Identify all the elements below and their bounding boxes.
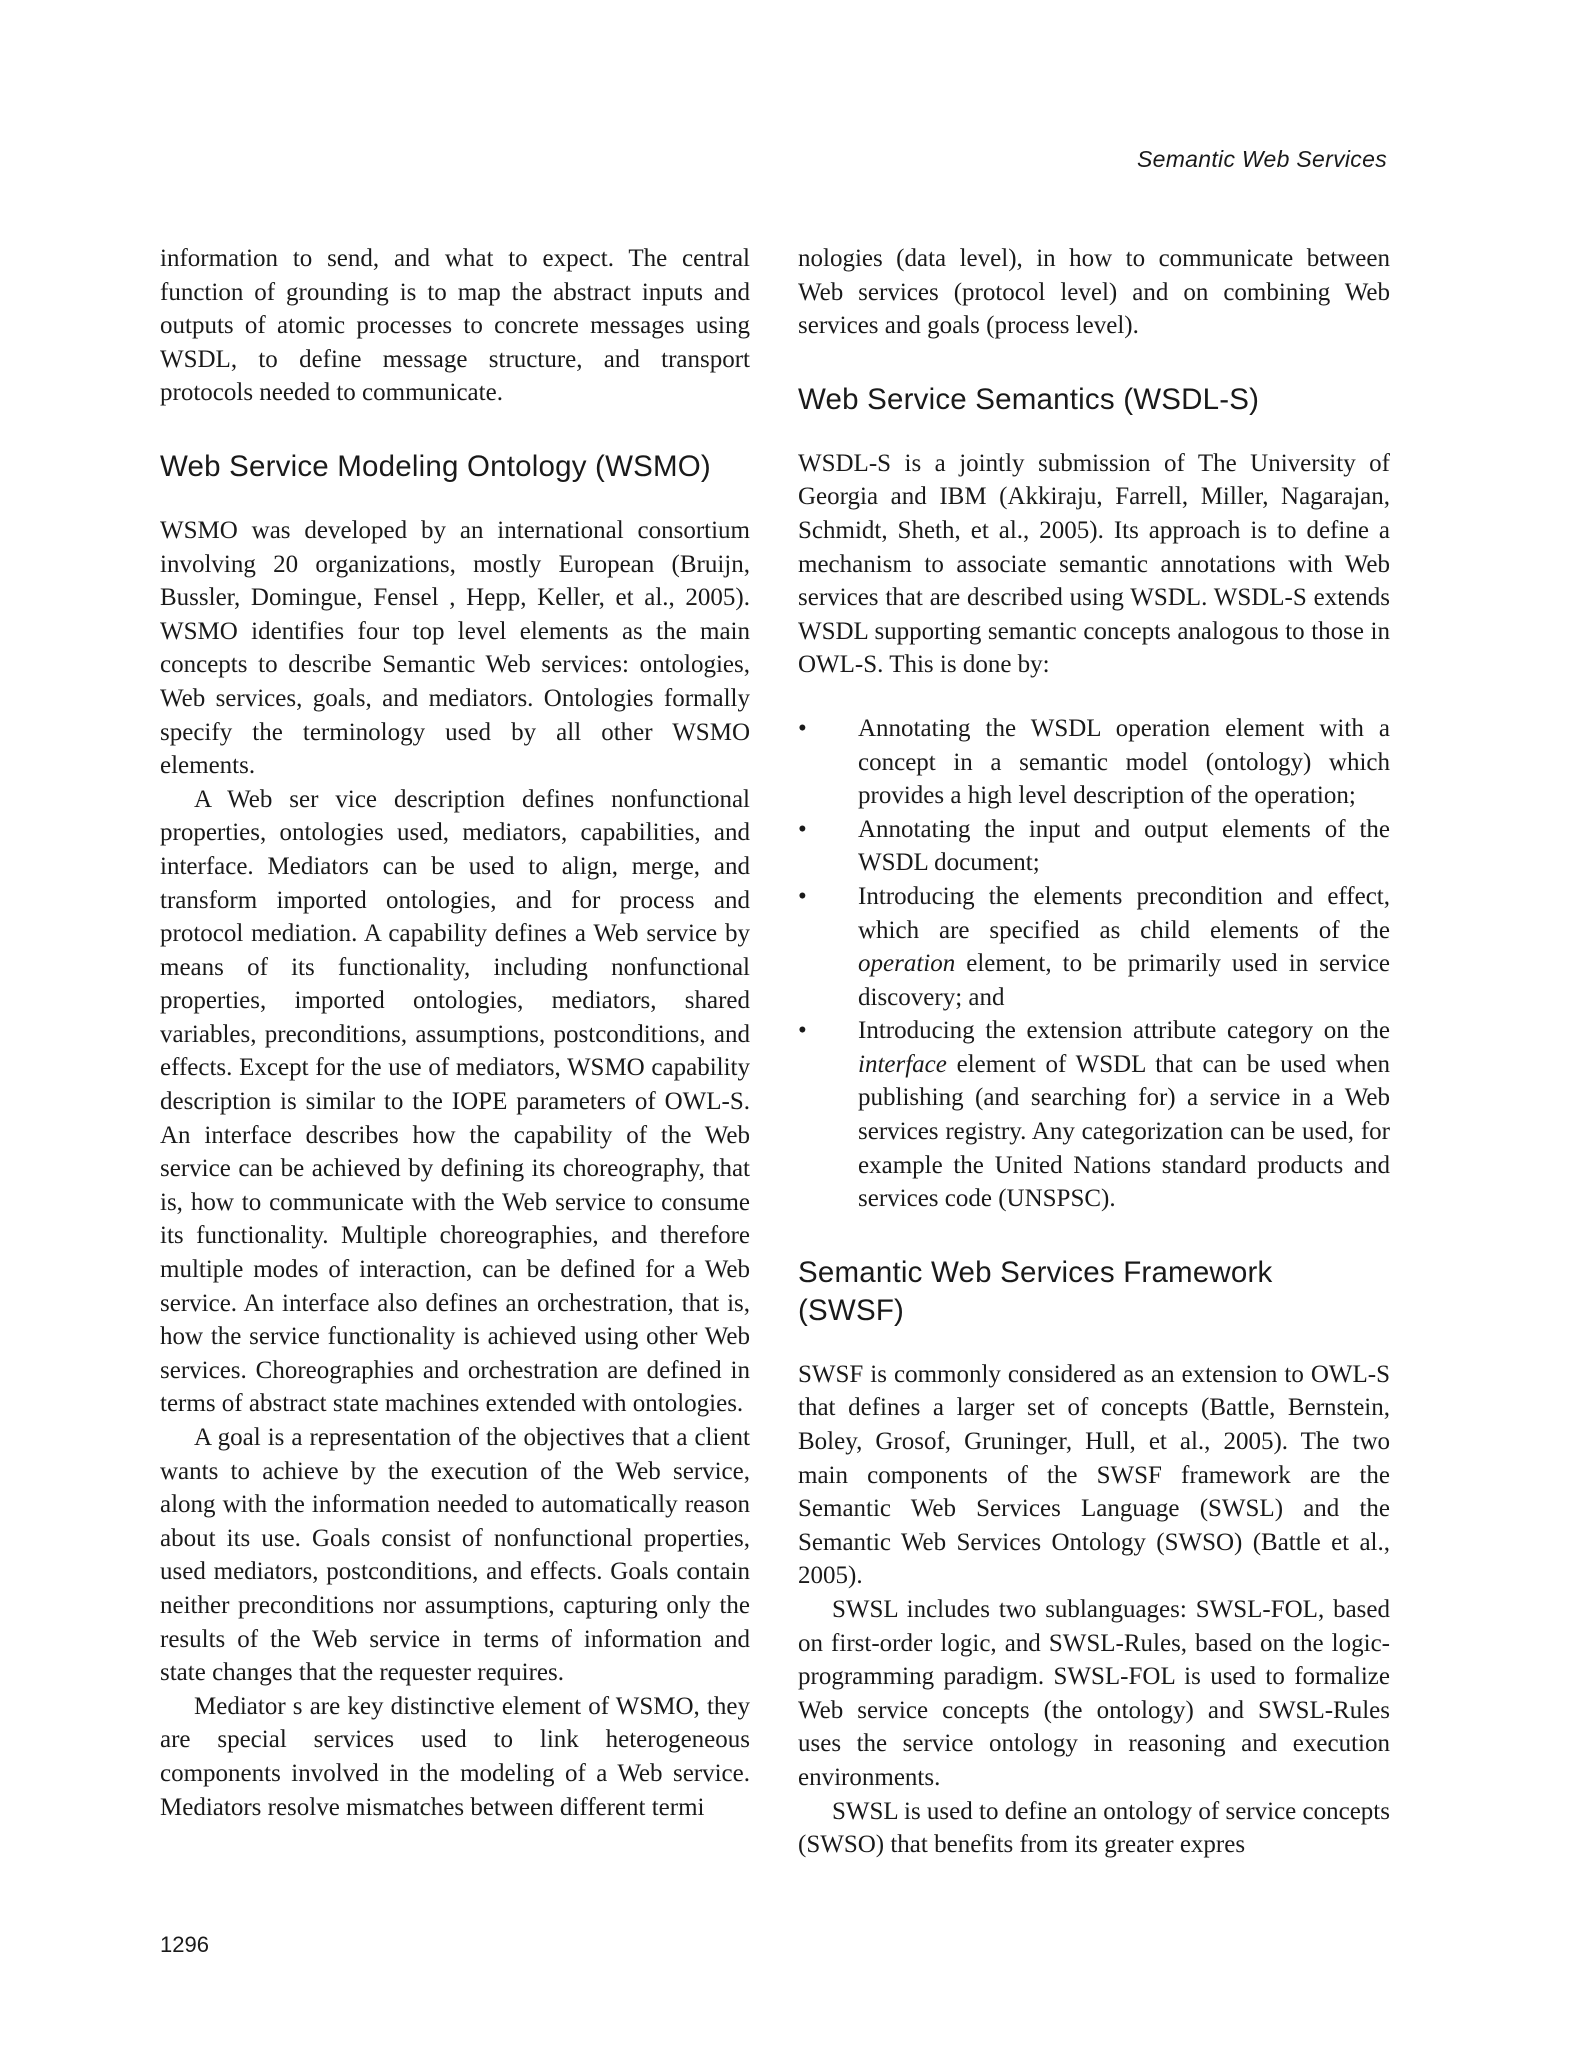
bullet-icon: • [798,882,807,910]
wsdls-paragraph-1: WSDL-S is a jointly submission of The University of Georgia and IBM (Akkiraju, Farrell, Miller, Nagarajan, Schmidt, Sheth, et al., 2005). Its approach is to define a mechanism to associate semantic annotations with Web services that are described using WSDL. WSDL-S extends WSDL supporting semantic concepts analogous to those in OWL-S. This is done by: [798,449,1390,679]
left-column [160,242,750,1824]
list-item [798,880,1390,1014]
list-item-text: Introducing the elements precondition and effect, which are specified as child elements of the [858,882,1390,944]
list-item-text: Annotating the input and output elements of the WSDL document; [858,815,1390,877]
swsf-heading: Semantic Web Services Framework (SWSF) [798,1255,1273,1327]
swsf-paragraph-3: SWSL is used to define an ontology of service concepts (SWSO) that benefits from its greater expres [798,1797,1390,1859]
list-item [798,813,1390,880]
list-item [798,1014,1390,1216]
bullet-icon: • [798,815,807,843]
list-item-text: Annotating the WSDL operation element with a concept in a semantic model (ontology) which provides a high level description of the operation; [858,714,1390,810]
list-item-emphasis: interface [858,1050,947,1078]
continuation-paragraph: nologies (data level), in how to communicate between Web services (protocol level) and on combining Web services and goals (process level). [798,245,1390,340]
list-item-text: Introducing the extension attribute category on the [858,1017,1390,1045]
swsf-paragraph-2: SWSL includes two sublanguages: SWSL-FOL, based on first-order logic, and SWSL-Rules, based on the logic-programming paradigm. SWSL-FOL is used to formalize Web service concepts (the ontology) and SWSL-Rules uses the service ontology in reasoning and execution environments. [798,1596,1390,1791]
right-column [798,242,1390,1862]
wsmo-paragraph-1: WSMO was developed by an international consortium involving 20 organizations, mostly European (Bruijn, Bussler, Domingue, Fensel , Hepp, Keller, et al., 2005). WSMO identifies four top level elements as the main concepts to describe Semantic Web services: ontologies, Web services, goals, and mediators. Ontologies formally specify the terminology used by all other WSMO elements. [160,516,750,780]
wsmo-paragraph-4: Mediator s are key distinctive element of WSMO, they are special services used to link heterogeneous components involved in the modeling of a Web service. Mediators resolve mismatches between different termi [160,1692,750,1821]
list-item-text: element of WSDL that can be used when publishing (and searching for) a service in a Web services registry. Any categorization can be used, for example the United Nations standard products and services code (UNSPSC). [858,1050,1390,1213]
running-head: Semantic Web Services [1136,146,1387,172]
bullet-icon: • [798,1017,807,1045]
list-item [798,712,1390,813]
swsf-paragraph-1: SWSF is commonly considered as an extension to OWL-S that defines a larger set of concepts (Battle, Bernstein, Boley, Grosof, Gruninger, Hull, et al., 2005). The two main components of the SWSF framework are the Semantic Web Services Language (SWSL) and the Semantic Web Services Ontology (SWSO) (Battle et al., 2005). [798,1360,1390,1590]
list-item-emphasis: operation [858,950,956,978]
page-number: 1296 [160,1932,209,1957]
wsmo-paragraph-3: A goal is a representation of the objectives that a client wants to achieve by the execution of the Web service, along with the information needed to automatically reason about its use. Goals consist of nonfunctional properties, used mediators, postconditions, and effects. Goals contain neither preconditions nor assumptions, capturing only the results of the Web service in terms of information and state changes that the requester requires. [160,1424,750,1687]
wsdls-heading: Web Service Semantics (WSDL-S) [798,382,1260,416]
bullet-icon: • [798,714,807,742]
list-item-text: element, to be primarily used in service discovery; and [858,950,1390,1011]
intro-paragraph: information to send, and what to expect. The central function of grounding is to map the abstract inputs and outputs of atomic processes to concrete messages using WSDL, to define message structure, and transport protocols needed to communicate. [160,245,750,407]
wsdls-bullet-list [798,712,1390,1216]
wsmo-paragraph-2: A Web ser vice description defines nonfunctional properties, ontologies used, mediators, capabilities, and interface. Mediators can be used to align, merge, and transform imported ontologies, and for process and protocol mediation. A capability defines a Web service by means of its functionality, including nonfunctional properties, imported ontologies, mediators, shared variables, preconditions, assumptions, postconditions, and effects. Except for the use of mediators, WSMO capability description is similar to the IOPE parameters of OWL-S. An interface describes how the capability of the Web service can be achieved by defining its choreography, that is, how to communicate with the Web service to consume its functionality. Multiple choreographies, and therefore multiple modes of interaction, can be defined for a Web service. An interface also defines an orchestration, that is, how the service functionality is achieved using other Web services. Choreographies and orchestration are defined in terms of abstract state machines extended with ontologies. [160,785,750,1418]
wsmo-heading: Web Service Modeling Ontology (WSMO) [160,449,711,483]
